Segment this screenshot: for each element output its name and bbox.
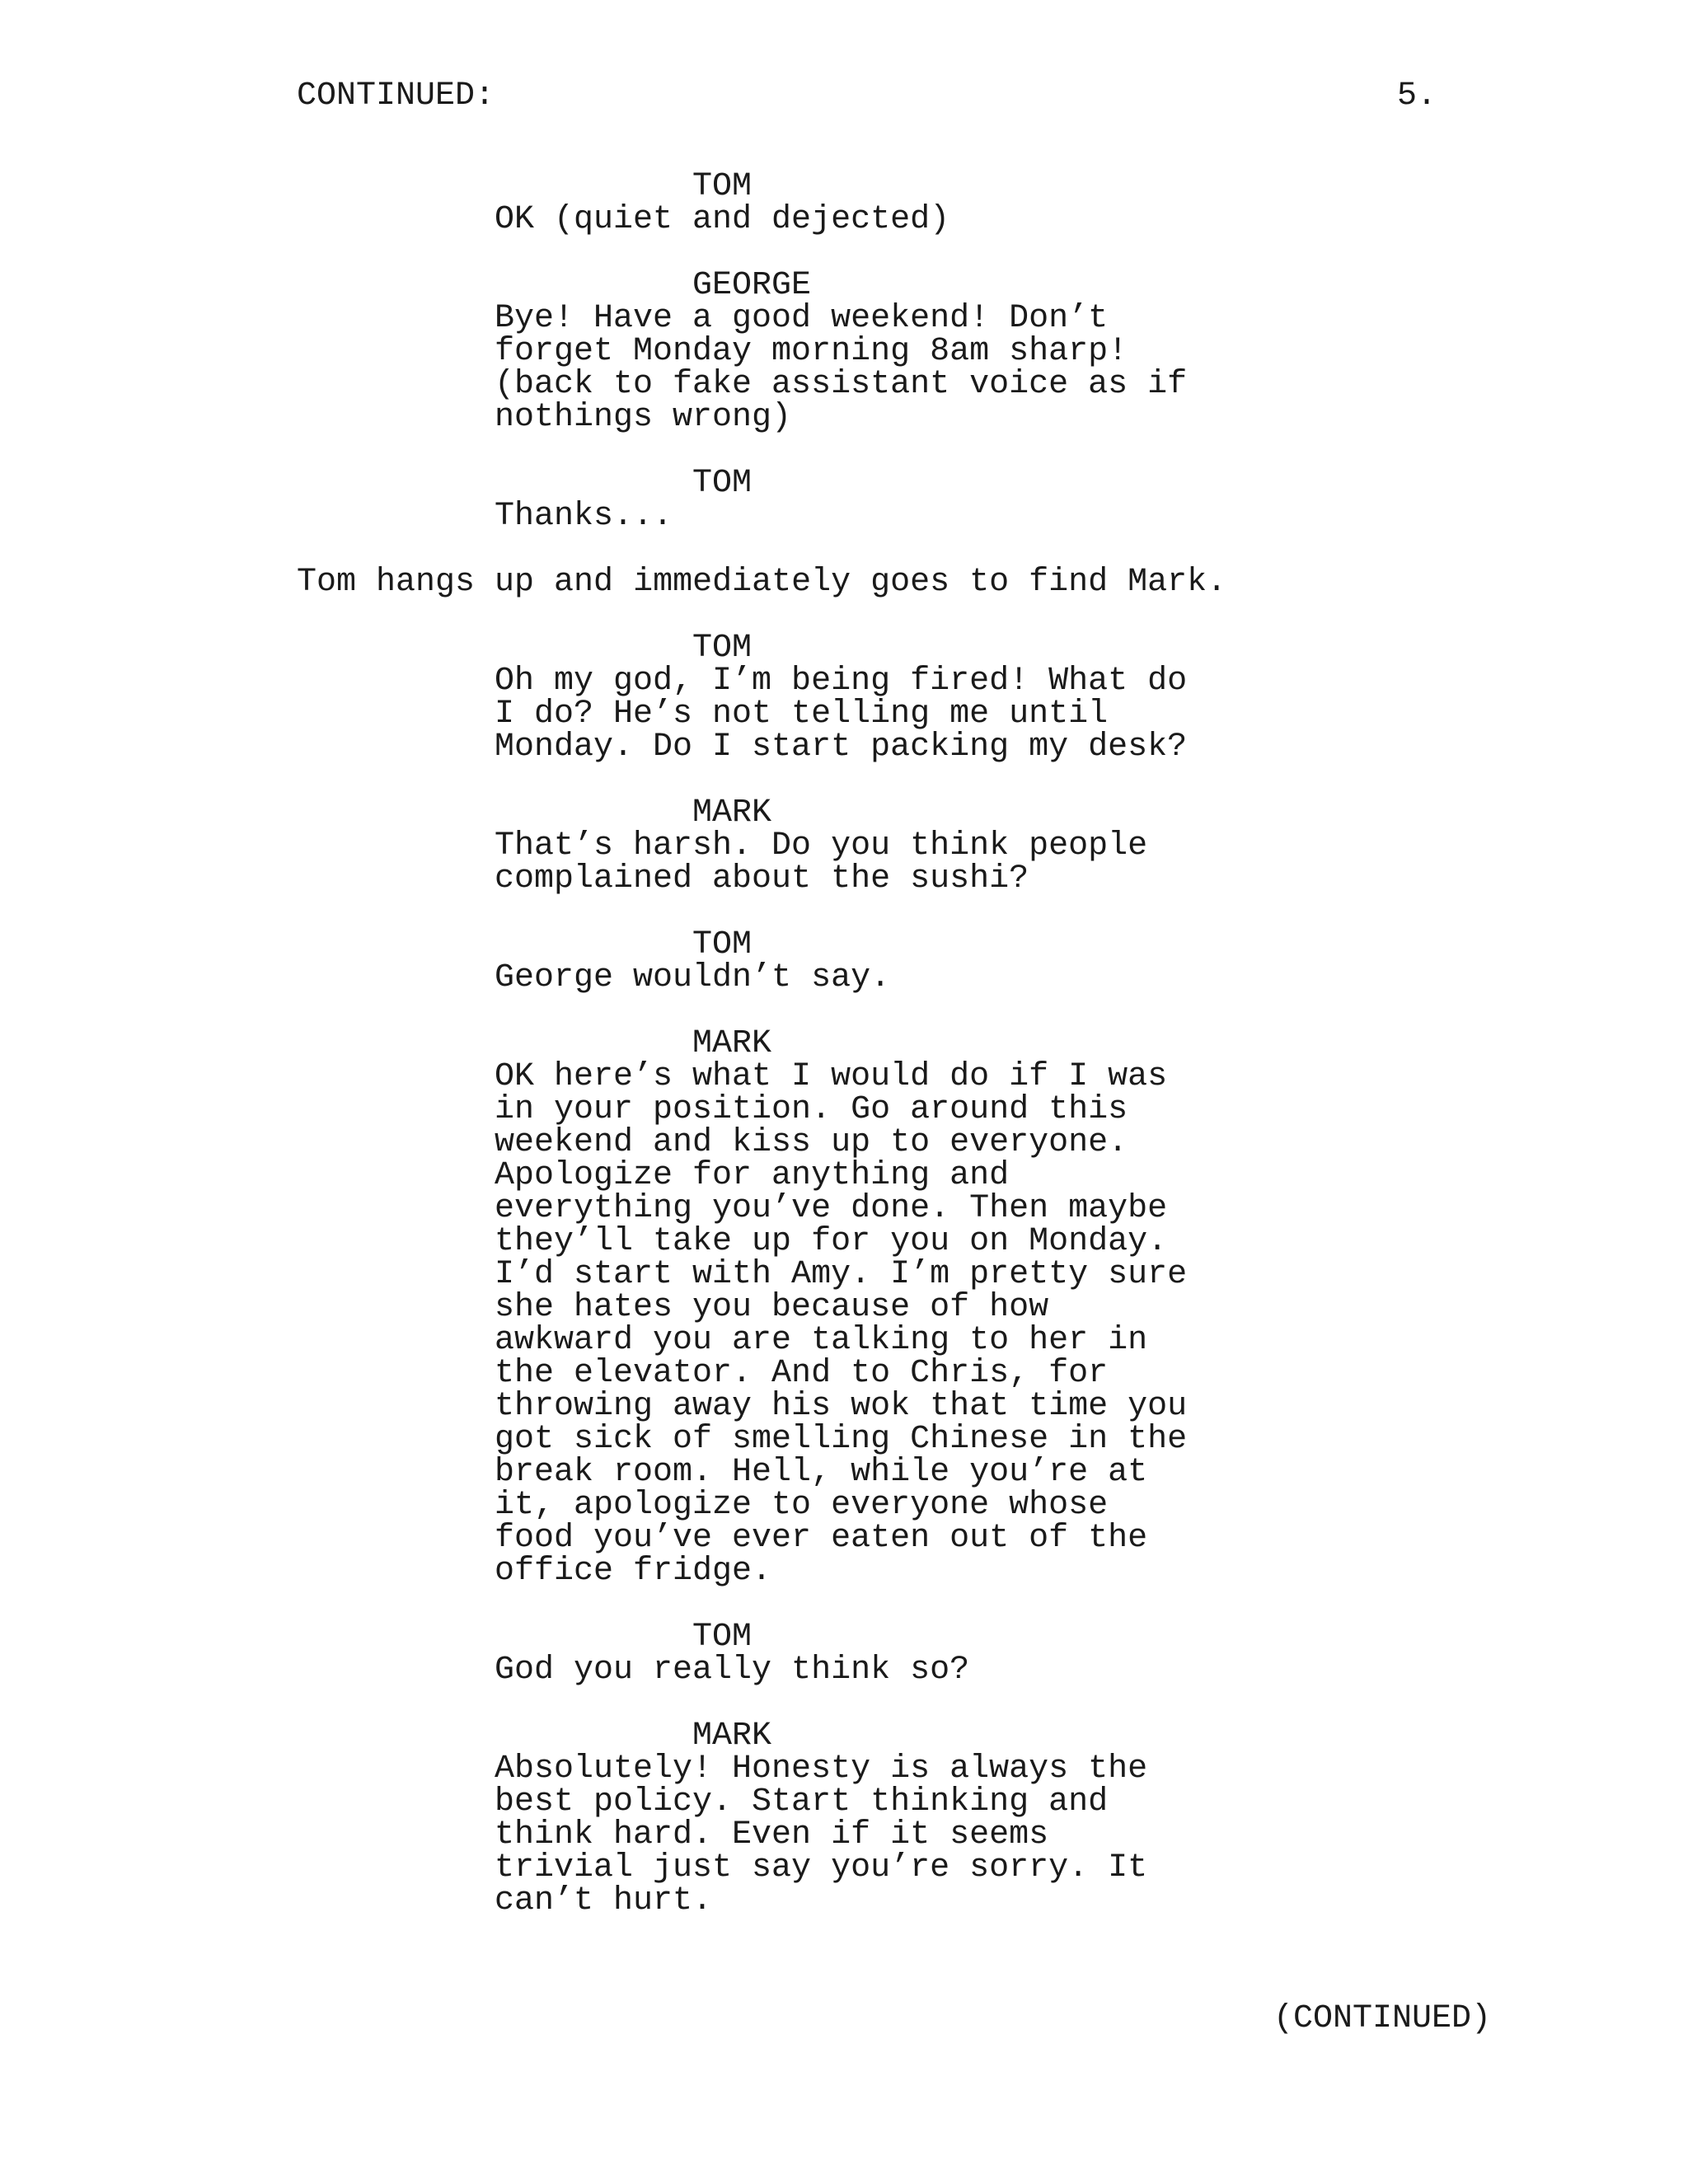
dialogue-line: OK (quiet and dejected) — [495, 201, 950, 238]
dialogue-line: in your position. Go around this — [495, 1091, 1128, 1128]
character-name: MARK — [692, 794, 772, 832]
dialogue-line: nothings wrong) — [495, 399, 792, 436]
dialogue-line: everything you’ve done. Then maybe — [495, 1190, 1168, 1227]
dialogue-line: think hard. Even if it seems — [495, 1816, 1049, 1854]
dialogue-line: office fridge. — [495, 1553, 772, 1590]
dialogue-line: I’d start with Amy. I’m pretty sure — [495, 1256, 1188, 1293]
dialogue-line: she hates you because of how — [495, 1289, 1049, 1326]
dialogue-line: That’s harsh. Do you think people — [495, 827, 1148, 865]
dialogue-line: they’ll take up for you on Monday. — [495, 1223, 1168, 1260]
dialogue-line: weekend and kiss up to everyone. — [495, 1124, 1128, 1161]
dialogue-line: can’t hurt. — [495, 1882, 713, 1919]
dialogue-line: the elevator. And to Chris, for — [495, 1355, 1109, 1392]
dialogue-line: OK here’s what I would do if I was — [495, 1058, 1168, 1095]
dialogue-line: I do? He’s not telling me until — [495, 696, 1109, 733]
action-line: Tom hangs up and immediately goes to find Mark. — [297, 564, 1227, 601]
dialogue-line: throwing away his wok that time you — [495, 1388, 1188, 1425]
header-continued: CONTINUED: — [297, 77, 495, 115]
dialogue-line: Absolutely! Honesty is always the — [495, 1750, 1148, 1788]
dialogue-line: Bye! Have a good weekend! Don’t — [495, 300, 1109, 337]
page-number: 5. — [1397, 77, 1437, 115]
dialogue-line: forget Monday morning 8am sharp! — [495, 333, 1128, 370]
footer-continued: (CONTINUED) — [1273, 2000, 1492, 2037]
dialogue-line: Apologize for anything and — [495, 1157, 1010, 1194]
dialogue-line: George wouldn’t say. — [495, 959, 891, 996]
character-name: MARK — [692, 1025, 772, 1062]
character-name: MARK — [692, 1718, 772, 1755]
dialogue-line: complained about the sushi? — [495, 860, 1029, 898]
dialogue-line: God you really think so? — [495, 1652, 970, 1689]
dialogue-line: (back to fake assistant voice as if — [495, 366, 1188, 403]
dialogue-line: trivial just say you’re sorry. It — [495, 1849, 1148, 1886]
character-name: TOM — [692, 168, 753, 205]
dialogue-line: got sick of smelling Chinese in the — [495, 1421, 1188, 1458]
character-name: TOM — [692, 465, 753, 502]
dialogue-line: Monday. Do I start packing my desk? — [495, 729, 1188, 766]
dialogue-line: awkward you are talking to her in — [495, 1322, 1148, 1359]
character-name: TOM — [692, 926, 753, 963]
dialogue-line: Thanks... — [495, 498, 673, 535]
dialogue-line: best policy. Start thinking and — [495, 1783, 1109, 1821]
character-name: TOM — [692, 1619, 753, 1656]
dialogue-line: food you’ve ever eaten out of the — [495, 1520, 1148, 1557]
character-name: TOM — [692, 630, 753, 667]
dialogue-line: it, apologize to everyone whose — [495, 1487, 1109, 1524]
dialogue-line: Oh my god, I’m being fired! What do — [495, 663, 1188, 700]
dialogue-line: break room. Hell, while you’re at — [495, 1454, 1148, 1491]
character-name: GEORGE — [692, 267, 812, 304]
